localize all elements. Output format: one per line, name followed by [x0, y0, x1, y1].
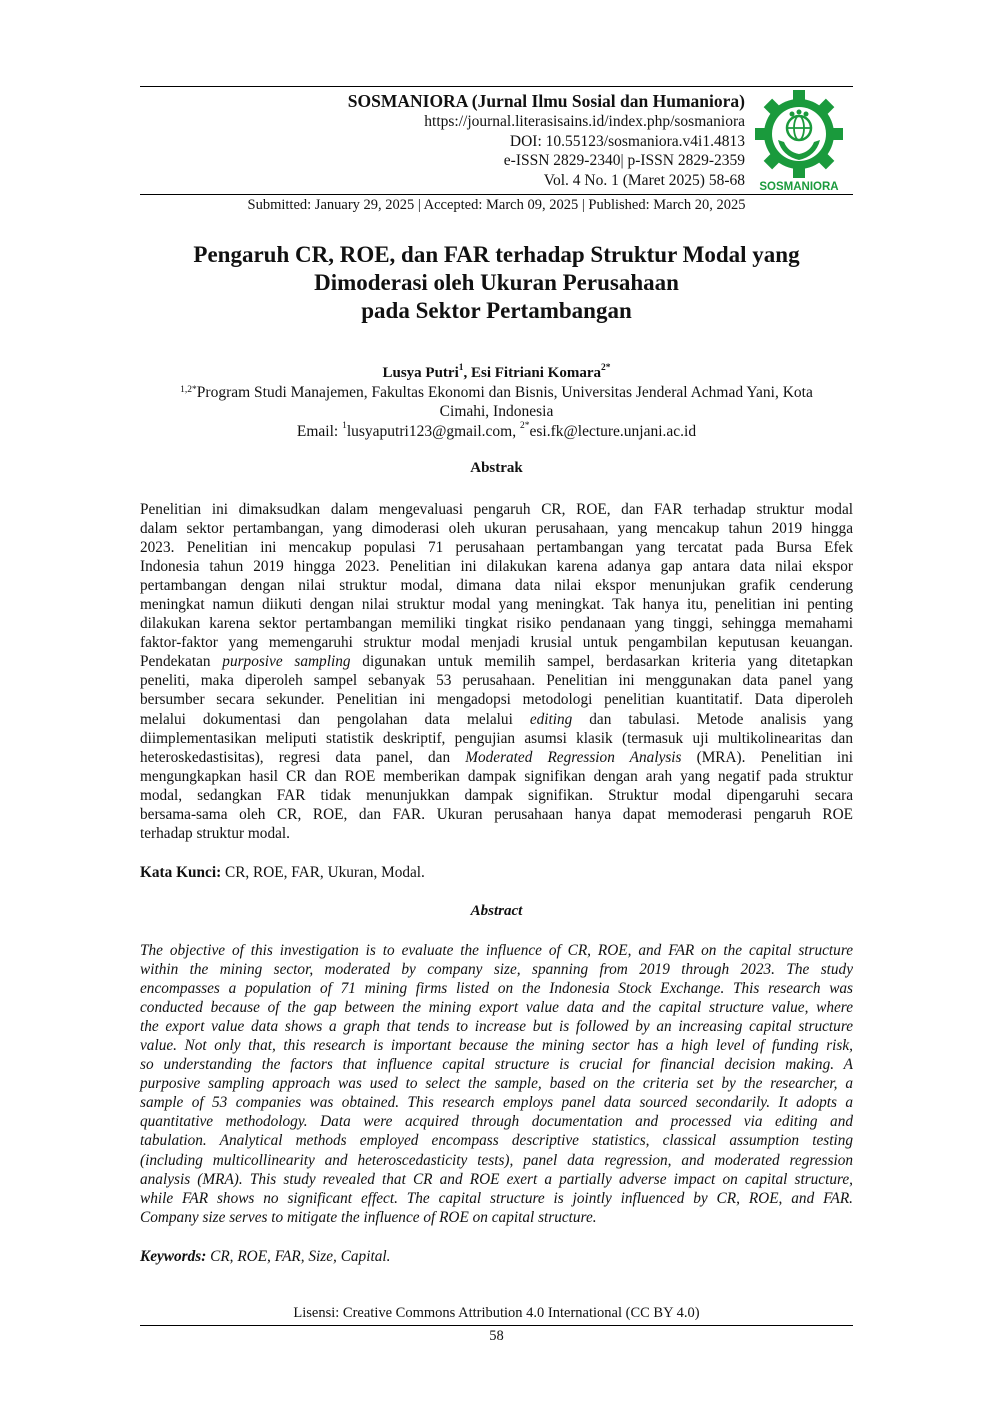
affiliation — [150, 383, 843, 421]
title-line: pada Sektor Pertambangan — [361, 298, 632, 323]
paragraph-line: Company size serves to mitigate the influence of ROE on capital structure. — [140, 1208, 597, 1226]
email-sup: 1 — [342, 421, 347, 431]
paragraph-line: (including multicollinearity and heteroscedasticity tests), panel data regression, and moderated regression — [140, 1151, 853, 1169]
paragraph-line: pertambangan dengan nilai struktur modal, dimana data nilai ekspor menunjukan grafik cenderung — [140, 577, 853, 595]
authors — [140, 365, 853, 382]
paragraph-line: purposive sampling approach was used to select the sample, based on the criteria set by the researcher, a — [140, 1075, 853, 1093]
author-name: Esi Fitriani Komara — [471, 365, 601, 381]
paragraph-line: mengungkapkan hasil CR dan ROE memberikan dampak signifikan dengan arah yang negatif pada struktur — [140, 767, 853, 785]
paragraph-line: bersama-sama oleh CR, ROE, dan FAR. Ukuran perusahaan hanya dapat memoderasi pengaruh ROE — [140, 805, 853, 823]
abstrak-body — [140, 500, 853, 843]
submission-dates: Submitted: January 29, 2025 | Accepted: March 09, 2025 | Published: March 20, 2025 — [247, 197, 746, 213]
title-line: Dimoderasi oleh Ukuran Perusahaan — [314, 270, 679, 295]
author-sup: 1 — [458, 363, 464, 373]
email-label: Email: — [296, 423, 343, 440]
paragraph-line: encompasses a population of 71 mining firms listed on the Indonesia Stock Exchange. This research was — [140, 980, 853, 998]
paragraph-line: the export value data shows a graph that tends to increase but is followed by an increasing capital structure — [140, 1018, 853, 1036]
email-link[interactable]: lusyaputri123@gmail.com, — [346, 423, 520, 440]
journal-name: SOSMANIORA (Jurnal Ilmu Sosial dan Humaniora) — [347, 91, 745, 111]
footer-rule — [140, 1325, 853, 1326]
keywords-value: CR, ROE, FAR, Size, Capital. — [206, 1248, 391, 1265]
affiliation-line: Program Studi Manajemen, Fakultas Ekonomi dan Bisnis, Universitas Jenderal Achmad Yani, Kota — [196, 384, 813, 401]
paragraph-line: tabulation. Analytical methods employed encompass descriptive statistics, classical assumption testing — [140, 1132, 853, 1150]
abstract-heading: Abstract — [470, 903, 523, 919]
logo-text: SOSMANIORA — [759, 181, 839, 193]
paragraph-line: 2023. Penelitian ini mencakup populasi 71 perusahaan pertambangan yang tercatat pada Bursa Efek — [140, 539, 853, 557]
paragraph-line: terhadap struktur modal. — [140, 824, 290, 842]
sosmaniora-logo-icon — [752, 90, 846, 194]
kata-kunci-label: Kata Kunci: — [140, 864, 222, 881]
paragraph-line: Indonesia tahun 2019 hingga 2023. Penelitian ini dilakukan karena adanya gap antara data nilai ekspor — [140, 558, 853, 576]
paragraph-line: melalui dokumentasi dan pengolahan data melalui editing dan tabulasi. Metode analisis yang — [140, 710, 853, 728]
header-top-rule — [140, 86, 853, 87]
paragraph-line: while FAR shows no significant effect. The capital structure is jointly influenced by CR, ROE, and FAR. — [140, 1189, 853, 1207]
paragraph-line: faktor-faktor yang memengaruhi struktur modal menjadi krusial untuk pengambilan keputusan keuangan. — [140, 634, 853, 652]
paragraph-line: dilakukan karena sektor pertambangan memiliki tingkat risiko pendanaan yang tinggi, sehingga memahami — [140, 615, 853, 633]
paragraph-line: quantitative methodology. Data were acquired through documentation and processed via editing and — [140, 1113, 853, 1131]
paragraph-line: peneliti, maka diperoleh sampel sebanyak 53 perusahaan. Penelitian ini menggunakan data panel yang — [140, 672, 853, 690]
keywords — [140, 1248, 390, 1266]
journal-doi[interactable]: DOI: 10.55123/sosmaniora.v4i1.4813 — [509, 132, 745, 150]
author-emails — [140, 423, 853, 441]
paragraph-line: sample of 53 companies was obtained. This research employs panel data sourced secondarily. It adopts a — [140, 1094, 853, 1112]
paragraph-line: modal, sedangkan FAR tidak menunjukkan dampak signifikan. Struktur modal dipengaruhi secara — [140, 786, 853, 804]
paragraph-line: so understanding the factors that influence capital structure is crucial for financial decision making. A — [140, 1056, 853, 1074]
paper-title — [140, 241, 853, 325]
author-name: Lusya Putri — [382, 365, 459, 381]
journal-header — [200, 90, 745, 190]
author-sup: 2* — [601, 363, 611, 373]
paragraph-line: analysis (MRA). This study revealed that CR and ROE exert a partially adverse impact on capital structure, — [140, 1170, 853, 1188]
email-link[interactable]: esi.fk@lecture.unjani.ac.id — [529, 423, 697, 440]
page-number: 58 — [489, 1328, 504, 1344]
kata-kunci — [140, 864, 425, 882]
paragraph-line: bersumber secara sekunder. Penelitian ini mengadopsi metodologi penelitian kuantitatif. Data diperoleh — [140, 691, 853, 709]
paragraph-line: diimplementasikan meliputi statistik deskriptif, pengujian asumsi klasik (termasuk uji multikolinearitas dan — [140, 729, 853, 747]
author-separator: , — [463, 365, 471, 381]
paragraph-line: Penelitian ini dimaksudkan dalam mengevaluasi pengaruh CR, ROE, dan FAR terhadap struktur modal — [140, 501, 853, 518]
journal-volume: Vol. 4 No. 1 (Maret 2025) 58-68 — [543, 171, 745, 189]
title-line: Pengaruh CR, ROE, dan FAR terhadap Struktur Modal yang — [193, 242, 800, 267]
paragraph-line: The objective of this investigation is to evaluate the influence of CR, ROE, and FAR on the capital structure — [140, 942, 853, 959]
journal-url[interactable]: https://journal.literasisains.id/index.php/sosmaniora — [424, 113, 745, 130]
paragraph-line: dalam sektor pertambangan, yang dimoderasi oleh ukuran perusahaan, yang mencakup tahun 2019 hingga — [140, 520, 853, 538]
abstrak-heading: Abstrak — [470, 460, 523, 476]
kata-kunci-value: CR, ROE, FAR, Ukuran, Modal. — [221, 864, 425, 881]
paragraph-line: meningkat namun diikuti dengan nilai struktur modal yang meningkat. Tak hanya itu, penelitian ini penting — [140, 596, 853, 614]
header-bottom-rule — [140, 194, 853, 195]
email-sup: 2* — [519, 421, 530, 431]
paragraph-line: value. Not only that, this research is important because the mining sector has a high level of funding risk, — [140, 1037, 853, 1055]
journal-issn: e-ISSN 2829-2340| p-ISSN 2829-2359 — [503, 152, 745, 169]
paragraph-line: Pendekatan purposive sampling digunakan untuk memilih sampel, berdasarkan kriteria yang ditetapkan — [140, 653, 853, 671]
keywords-label: Keywords: — [140, 1248, 207, 1265]
affiliation-sup: 1,2* — [180, 385, 197, 395]
paragraph-line: heteroskedastisitas), regresi data panel, dan Moderated Regression Analysis (MRA). Penelitian ini — [140, 748, 853, 766]
paragraph-line: within the mining sector, moderated by company size, spanning from 2019 through 2023. The study — [140, 961, 853, 979]
paragraph-line: conducted because of the gap between the mining export value data and the capital structure value, where — [140, 999, 853, 1017]
license-text: Lisensi: Creative Commons Attribution 4.0 International (CC BY 4.0) — [293, 1305, 700, 1321]
abstract-body — [140, 941, 853, 1227]
affiliation-line: Cimahi, Indonesia — [439, 403, 554, 420]
